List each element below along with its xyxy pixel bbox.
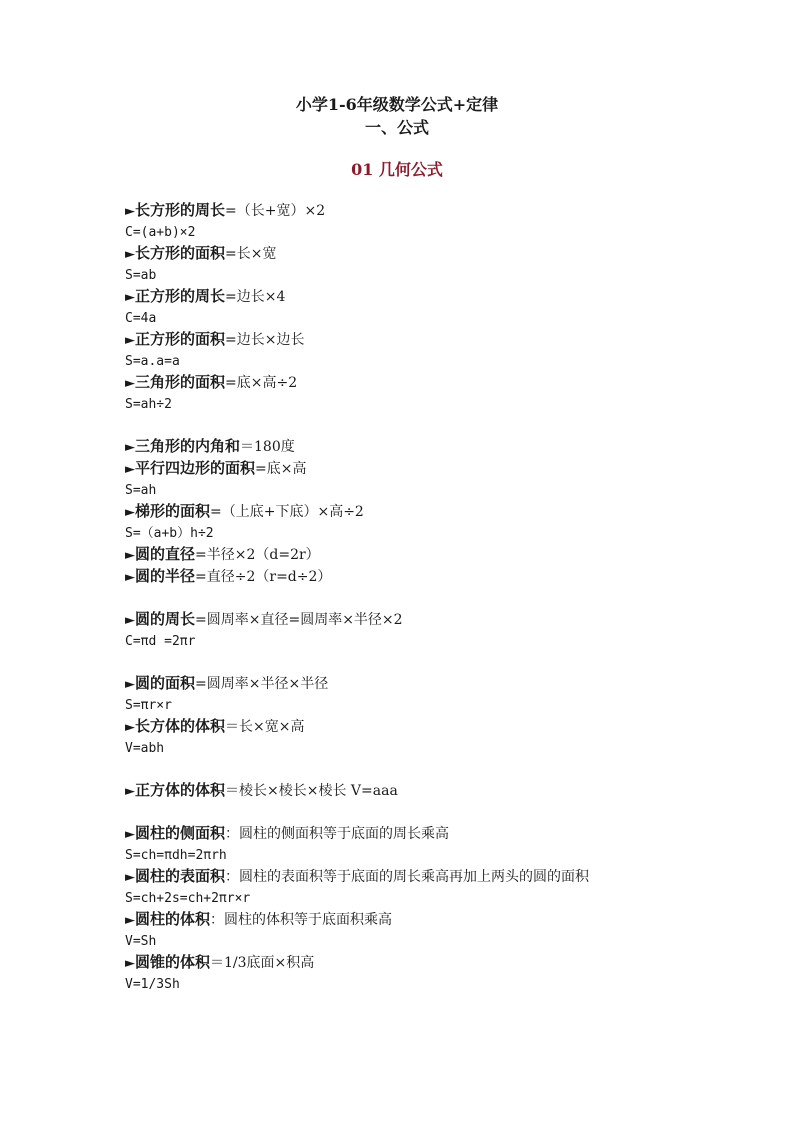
formula-term: 圆的周长	[135, 610, 196, 628]
formula-term: 圆柱的侧面积	[135, 824, 226, 842]
formula-expression: C=πd =2πr	[125, 634, 196, 649]
formula-term: 圆柱的体积	[135, 910, 211, 928]
formula-definition: ＝棱长×棱长×棱长 V=aaa	[225, 783, 398, 799]
bullet-triangle-icon: ►	[125, 548, 135, 563]
formula-expression: C=(a+b)×2	[125, 225, 196, 240]
formula-expression: S=πr×r	[125, 698, 172, 713]
formula-definition: ：圆柱的侧面积等于底面的周长乘高	[225, 826, 450, 842]
formula-item	[125, 673, 685, 695]
formula-item	[125, 243, 685, 265]
blank-line	[125, 802, 685, 823]
formula-term: 圆的半径	[135, 567, 196, 585]
formula-definition: =圆周率×直径=圆周率×半径×2	[195, 612, 403, 628]
formula-expression: S=ah÷2	[125, 397, 172, 412]
formula-definition: ：圆柱的表面积等于底面的周长乘高再加上两头的圆的面积	[225, 869, 590, 885]
document-subtitle: 一、公式	[364, 118, 429, 137]
formula-item	[125, 436, 685, 458]
bullet-triangle-icon: ►	[125, 376, 135, 391]
formula-term: 三角形的内角和	[135, 437, 241, 455]
formula-term: 圆锥的体积	[135, 953, 211, 971]
bullet-triangle-icon: ►	[125, 440, 135, 455]
formula-term: 圆柱的表面积	[135, 867, 226, 885]
blank-line	[125, 759, 685, 780]
formula-expression: S=ab	[125, 268, 157, 283]
bullet-triangle-icon: ►	[125, 570, 135, 585]
formula-definition: =边长×边长	[225, 332, 305, 348]
bullet-triangle-icon: ►	[125, 290, 135, 305]
formula-expression: V=abh	[125, 741, 165, 756]
formula-expression: V=Sh	[125, 934, 157, 949]
bullet-triangle-icon: ►	[125, 247, 135, 262]
formula-item	[125, 200, 685, 222]
bullet-triangle-icon: ►	[125, 827, 135, 842]
bullet-triangle-icon: ►	[125, 333, 135, 348]
formula-expression: S=ch+2s=ch+2πr×r	[125, 891, 251, 906]
formula-item	[125, 372, 685, 394]
bullet-triangle-icon: ►	[125, 204, 135, 219]
formula-definition: ＝1/3底面×积高	[210, 955, 315, 971]
formula-definition: =底×高	[255, 461, 307, 477]
formula-term: 长方形的面积	[135, 244, 226, 262]
formula-item	[125, 866, 685, 888]
formula-definition: ＝长×宽×高	[225, 719, 305, 735]
section-heading: 01 几何公式	[351, 160, 443, 179]
formula-item	[125, 501, 685, 523]
formula-expression: S=ch=πdh=2πrh	[125, 848, 227, 863]
formula-item	[125, 329, 685, 351]
formula-term: 正方形的面积	[135, 330, 226, 348]
formula-expression: C=4a	[125, 311, 157, 326]
formula-term: 梯形的面积	[135, 502, 211, 520]
formula-item	[125, 609, 685, 631]
bullet-triangle-icon: ►	[125, 870, 135, 885]
formula-item	[125, 909, 685, 931]
bullet-triangle-icon: ►	[125, 462, 135, 477]
formula-expression: S=a.a=a	[125, 354, 180, 369]
document-title: 小学1-6年级数学公式+定律	[295, 95, 499, 114]
formula-term: 三角形的面积	[135, 373, 226, 391]
formula-term: 正方形的周长	[135, 287, 226, 305]
formula-expression: S=（a+b）h÷2	[125, 526, 214, 541]
formula-term: 圆的直径	[135, 545, 196, 563]
blank-line	[125, 652, 685, 673]
bullet-triangle-icon: ►	[125, 720, 135, 735]
formula-item	[125, 544, 685, 566]
formula-definition: =（上底+下底）×高÷2	[210, 504, 364, 520]
formula-term: 正方体的体积	[135, 781, 226, 799]
formula-item	[125, 780, 685, 802]
formula-definition: ：圆柱的体积等于底面积乘高	[210, 912, 393, 928]
bullet-triangle-icon: ►	[125, 913, 135, 928]
formula-item	[125, 286, 685, 308]
blank-line	[125, 415, 685, 436]
bullet-triangle-icon: ►	[125, 505, 135, 520]
formula-definition: =（长+宽）×2	[225, 203, 326, 219]
formula-definition: ＝180度	[240, 439, 295, 455]
formula-definition: =长×宽	[225, 246, 277, 262]
formula-item	[125, 716, 685, 738]
bullet-triangle-icon: ►	[125, 677, 135, 692]
formula-definition: =底×高÷2	[225, 375, 298, 391]
bullet-triangle-icon: ►	[125, 784, 135, 799]
formula-definition: =边长×4	[225, 289, 286, 305]
formula-item	[125, 458, 685, 480]
formula-definition: =圆周率×半径×半径	[195, 676, 329, 692]
formula-expression: V=1/3Sh	[125, 977, 180, 992]
formula-expression: S=ah	[125, 483, 157, 498]
formula-term: 长方形的周长	[135, 201, 226, 219]
formula-definition: =直径÷2（r=d÷2）	[195, 569, 332, 585]
formula-list	[125, 200, 685, 995]
formula-term: 长方体的体积	[135, 717, 226, 735]
formula-definition: =半径×2（d=2r）	[195, 547, 320, 563]
formula-item	[125, 952, 685, 974]
blank-line	[125, 588, 685, 609]
formula-term: 平行四边形的面积	[135, 459, 256, 477]
bullet-triangle-icon: ►	[125, 956, 135, 971]
formula-term: 圆的面积	[135, 674, 196, 692]
formula-item	[125, 823, 685, 845]
bullet-triangle-icon: ►	[125, 613, 135, 628]
formula-item	[125, 566, 685, 588]
